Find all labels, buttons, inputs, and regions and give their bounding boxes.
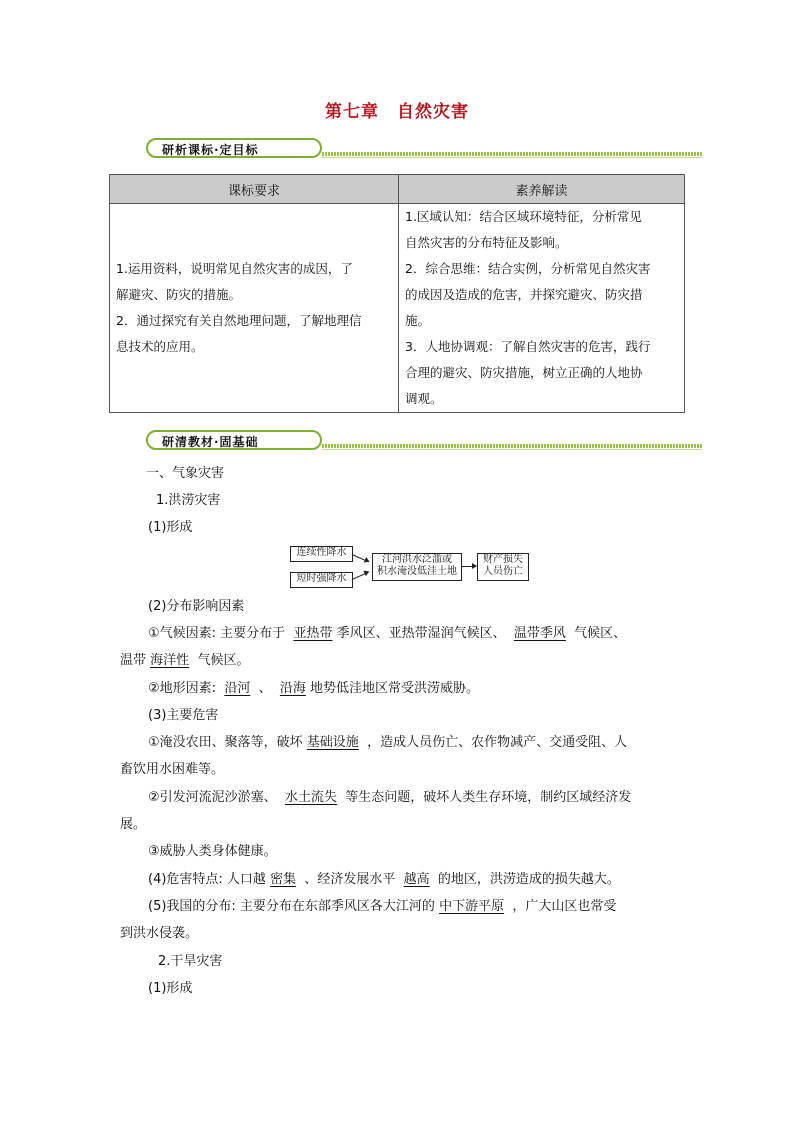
paragraph-line — [148, 897, 616, 917]
item-heading: (1)形成 — [148, 981, 193, 996]
requirements-line: 1.运用资料，说明常见自然灾害的成因，了 — [116, 261, 353, 276]
requirements-cell — [110, 204, 399, 413]
text: (5)我国的分布: 主要分布在东部季风区各大江河的 — [148, 899, 435, 914]
subsection-heading: 2.干旱灾害 — [158, 954, 223, 969]
paragraph-line — [148, 870, 620, 890]
paragraph-line — [148, 788, 631, 808]
banner-rule — [322, 152, 702, 156]
flow-box-cause: 连续性降水 — [290, 546, 353, 562]
text: ，造成人员伤亡、农作物减产、交通受阻、人 — [367, 735, 628, 750]
answer-blank: 温带季风 — [513, 626, 566, 641]
text: ②地形因素: — [148, 681, 217, 696]
literacy-line: 调观。 — [405, 391, 443, 406]
literacy-cell — [399, 204, 685, 413]
flow-arrow — [352, 554, 369, 562]
text: 地势低洼地区常受洪涝威胁。 — [310, 681, 480, 696]
text: 气候区、 — [574, 626, 627, 641]
literacy-line: 合理的避灾、防灾措施，树立正确的人地协 — [405, 365, 643, 380]
paragraph-line: 展。 — [120, 817, 147, 832]
flow-text: 人员伤亡 — [483, 566, 523, 577]
paragraph-line: 到洪水侵袭。 — [120, 926, 199, 941]
text: 温带 — [120, 653, 147, 668]
text: 、经济发展水平 — [304, 872, 396, 887]
requirements-line: 解避灾、防灾的措施。 — [116, 287, 242, 302]
literacy-line: 自然灾害的分布特征及影响。 — [405, 235, 568, 250]
literacy-line: 2．综合思维：结合实例，分析常见自然灾害 — [405, 261, 651, 276]
answer-blank: 水土流失 — [284, 790, 337, 805]
flow-arrow — [461, 566, 476, 567]
banner-label: 研析课标·定目标 — [162, 143, 259, 157]
item-heading: (3)主要危害 — [148, 708, 219, 723]
section-heading: 一、气象灾害 — [146, 466, 225, 481]
answer-blank: 海洋性 — [150, 653, 190, 668]
item-heading: (1)形成 — [148, 520, 193, 535]
banner-standards — [146, 138, 702, 162]
literacy-line: 施。 — [405, 313, 431, 328]
text: (4)危害特点: 人口越 — [148, 872, 266, 887]
banner-rule-thin — [322, 449, 702, 450]
flow-box-result — [477, 553, 529, 581]
text: 的地区，洪涝造成的损失越大。 — [437, 872, 620, 887]
answer-blank: 密集 — [270, 872, 297, 887]
flow-box-cause: 短时强降水 — [290, 572, 353, 588]
answer-blank: 亚热带 — [293, 626, 333, 641]
requirements-line: 息技术的应用。 — [116, 339, 204, 354]
answer-blank: 基础设施 — [306, 735, 359, 750]
paragraph-line: 畜饮用水困难等。 — [120, 762, 225, 777]
literacy-line: 1.区域认知：结合区域环境特征，分析常见 — [405, 209, 642, 224]
literacy-line: 的成因及造成的危害，并探究避灾、防灾措 — [405, 287, 643, 302]
chapter-title: 第七章 自然灾害 — [325, 102, 469, 122]
text: ②引发河流泥沙淤塞、 — [148, 790, 277, 805]
flow-text: 积水淹没低洼土地 — [377, 566, 457, 577]
answer-blank: 中下游平原 — [439, 899, 505, 914]
subsection-heading: 1.洪涝灾害 — [156, 493, 221, 508]
banner-rule-thin — [322, 157, 702, 158]
text: 气候区。 — [197, 653, 250, 668]
text: ①气候因素: 主要分布于 — [148, 626, 286, 641]
banner-label: 研清教材·固基础 — [162, 435, 259, 449]
paragraph-line — [148, 624, 626, 644]
answer-blank: 沿河 — [224, 681, 251, 696]
banner-tab — [146, 138, 322, 158]
paragraph-line: ③威胁人类身体健康。 — [148, 844, 277, 859]
requirements-line: 2．通过探究有关自然地理问题，了解地理信 — [116, 313, 362, 328]
flow-arrow — [352, 572, 369, 580]
text: 等生态问题，破坏人类生存环境，制约区域经济发 — [345, 790, 632, 805]
table-header-row — [110, 175, 685, 204]
text: 季风区、亚热带湿润气候区、 — [336, 626, 506, 641]
text: 、 — [258, 681, 272, 696]
flow-box-process — [372, 553, 462, 581]
banner-rule — [322, 444, 702, 448]
answer-blank: 越高 — [403, 872, 430, 887]
item-heading: (2)分布影响因素 — [148, 599, 245, 614]
answer-blank: 沿海 — [279, 681, 306, 696]
text: ①淹没农田、聚落等，破坏 — [148, 735, 303, 750]
table-header-requirements: 课标要求 — [110, 175, 399, 204]
paragraph-line — [120, 651, 249, 671]
paragraph-line — [148, 679, 479, 699]
text: ，广大山区也常受 — [512, 899, 617, 914]
literacy-line: 3．人地协调观：了解自然灾害的危害，践行 — [405, 339, 651, 354]
flood-formation-diagram — [290, 544, 530, 588]
standards-table — [109, 174, 685, 413]
banner-tab — [146, 430, 322, 450]
flow-text: 江河洪水泛滥或 — [382, 554, 452, 565]
flow-text: 财产损失 — [483, 554, 523, 565]
banner-textbook — [146, 430, 702, 454]
table-row — [110, 204, 685, 413]
table-header-literacy: 素养解读 — [399, 175, 685, 204]
paragraph-line — [148, 733, 627, 753]
